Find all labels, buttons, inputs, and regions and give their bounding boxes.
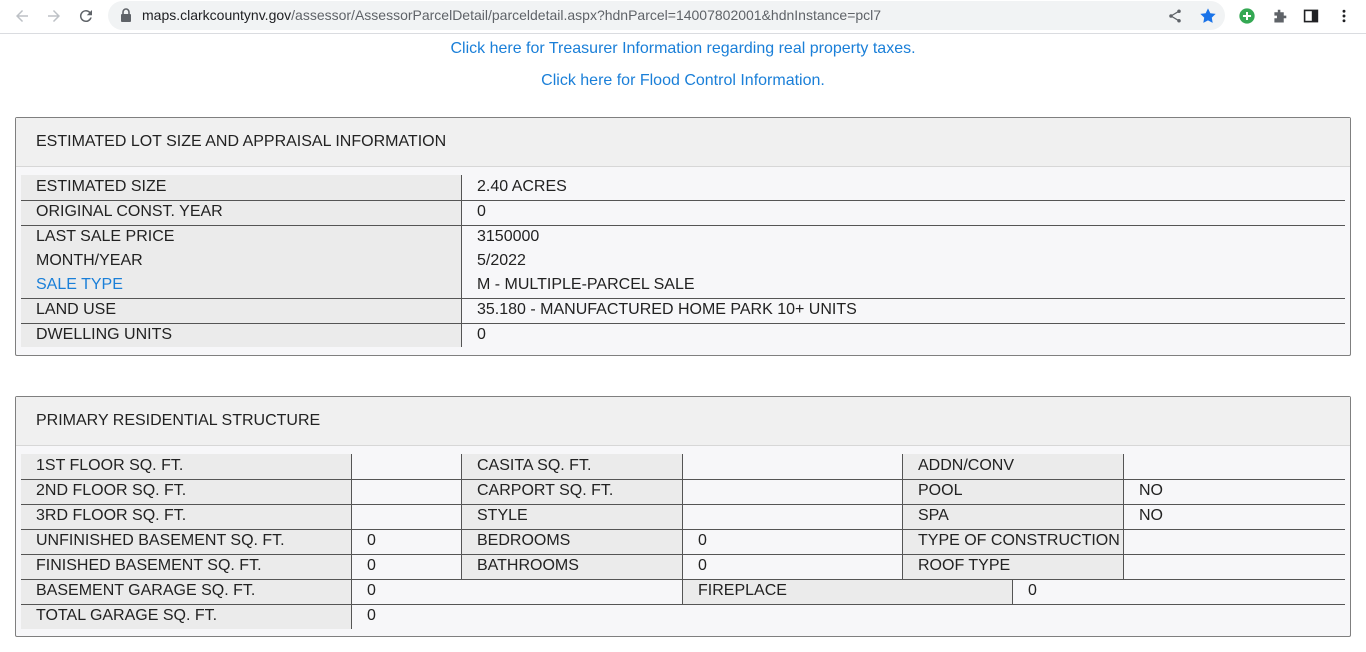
- bedrooms-value: 0: [698, 532, 707, 549]
- url-text: [142, 7, 881, 23]
- roof-type-label: ROOF TYPE: [918, 557, 1011, 574]
- fireplace-value: 0: [1028, 582, 1037, 599]
- extension-plus-icon[interactable]: [1236, 5, 1258, 27]
- total-garage-label: TOTAL GARAGE SQ. FT.: [36, 607, 218, 624]
- unfinished-basement-value: 0: [367, 532, 376, 549]
- dwelling-units-value: 0: [477, 326, 486, 343]
- browser-toolbar: [0, 0, 1366, 34]
- url-path: /assessor/AssessorParcelDetail/parceldetail.aspx?hdnParcel=14007802001&hdnInstance=pcl7: [291, 7, 882, 23]
- first-floor-label: 1ST FLOOR SQ. FT.: [36, 457, 184, 474]
- forward-icon[interactable]: [42, 5, 66, 27]
- third-floor-label: 3RD FLOOR SQ. FT.: [36, 507, 187, 524]
- total-garage-value: 0: [367, 607, 376, 624]
- lot-appraisal-panel: [15, 117, 1351, 356]
- flood-control-link[interactable]: Click here for Flood Control Information.: [541, 72, 825, 89]
- second-floor-label: 2ND FLOOR SQ. FT.: [36, 482, 187, 499]
- sale-price-label: LAST SALE PRICE: [36, 228, 175, 245]
- address-bar[interactable]: [108, 1, 1225, 30]
- month-year-label: MONTH/YEAR: [36, 252, 143, 269]
- residential-panel-title: PRIMARY RESIDENTIAL STRUCTURE: [16, 397, 1350, 446]
- lock-icon: [120, 8, 132, 22]
- treasurer-link[interactable]: Click here for Treasurer Information regarding real property taxes.: [450, 40, 916, 57]
- spa-value: NO: [1139, 507, 1163, 524]
- url-domain: maps.clarkcountynv.gov: [142, 7, 292, 23]
- month-year-value: 5/2022: [477, 252, 526, 269]
- unfinished-basement-label: UNFINISHED BASEMENT SQ. FT.: [36, 532, 285, 549]
- pool-value: NO: [1139, 482, 1163, 499]
- carport-label: CARPORT SQ. FT.: [477, 482, 614, 499]
- const-year-value: 0: [477, 203, 486, 220]
- sale-price-value: 3150000: [477, 228, 540, 245]
- lot-panel-title: ESTIMATED LOT SIZE AND APPRAISAL INFORMATION: [16, 118, 1350, 167]
- sale-type-value: M - MULTIPLE-PARCEL SALE: [477, 276, 695, 293]
- back-icon[interactable]: [10, 5, 34, 27]
- menu-kebab-icon[interactable]: [1333, 5, 1355, 27]
- spa-label: SPA: [918, 507, 949, 524]
- construction-type-label: TYPE OF CONSTRUCTION: [918, 532, 1120, 549]
- extensions-puzzle-icon[interactable]: [1268, 5, 1290, 27]
- bedrooms-label: BEDROOMS: [477, 532, 571, 549]
- dwelling-units-label: DWELLING UNITS: [36, 326, 173, 343]
- side-panel-icon[interactable]: [1300, 5, 1322, 27]
- reload-icon[interactable]: [74, 5, 98, 27]
- addn-conv-label: ADDN/CONV: [918, 457, 1015, 474]
- casita-label: CASITA SQ. FT.: [477, 457, 592, 474]
- land-use-value: 35.180 - MANUFACTURED HOME PARK 10+ UNITS: [477, 301, 857, 318]
- fireplace-label: FIREPLACE: [698, 582, 787, 599]
- share-icon[interactable]: [1165, 6, 1185, 26]
- sale-type-link[interactable]: SALE TYPE: [36, 276, 123, 293]
- style-label: STYLE: [477, 507, 528, 524]
- const-year-label: ORIGINAL CONST. YEAR: [36, 203, 223, 220]
- bookmark-star-icon[interactable]: [1198, 6, 1218, 26]
- land-use-label: LAND USE: [36, 301, 117, 318]
- finished-basement-label: FINISHED BASEMENT SQ. FT.: [36, 557, 262, 574]
- basement-garage-label: BASEMENT GARAGE SQ. FT.: [36, 582, 256, 599]
- residential-structure-panel: [15, 396, 1351, 637]
- pool-label: POOL: [918, 482, 963, 499]
- finished-basement-value: 0: [367, 557, 376, 574]
- bathrooms-value: 0: [698, 557, 707, 574]
- estimated-size-label: ESTIMATED SIZE: [36, 178, 167, 195]
- estimated-size-value: 2.40 ACRES: [477, 178, 567, 195]
- bathrooms-label: BATHROOMS: [477, 557, 579, 574]
- basement-garage-value: 0: [367, 582, 376, 599]
